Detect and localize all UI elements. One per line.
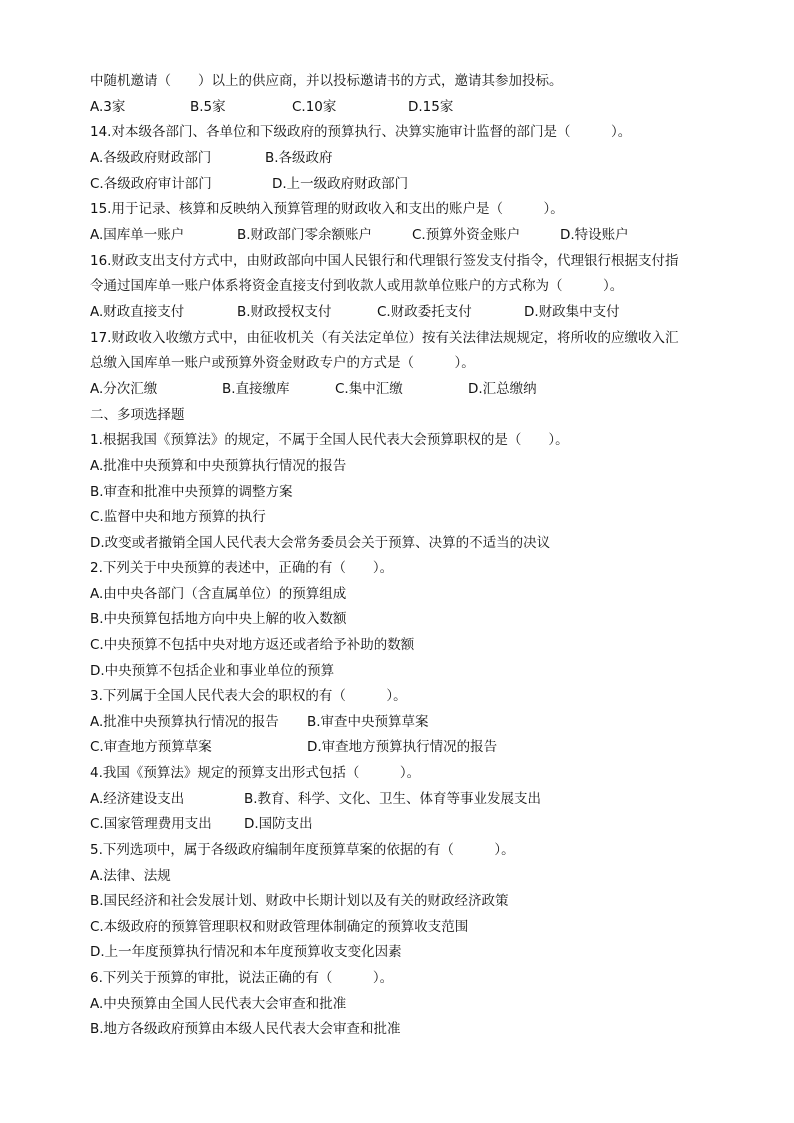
mc-question-6-option-a: A.中央预算由全国人民代表大会审查和批准 (90, 996, 347, 1012)
mc-question-2-option-b: B.中央预算包括地方向中央上解的收入数额 (90, 611, 347, 627)
mc-question-5: 5.下列选项中，属于各级政府编制年度预算草案的依据的有（ ）。 (90, 842, 515, 858)
option-d: D.汇总缴纳 (468, 381, 537, 397)
mc-question-1-option-a: A.批准中央预算和中央预算执行情况的报告 (90, 458, 347, 474)
option-a: A.国库单一账户 (90, 227, 185, 243)
question-13-options (90, 97, 730, 117)
option-a: A.分次汇缴 (90, 381, 158, 397)
mc-question-4: 4.我国《预算法》规定的预算支出形式包括（ ）。 (90, 765, 421, 781)
question-17-line1: 17.财政收入收缴方式中，由征收机关（有关法定单位）按有关法律法规规定，将所收的应缴收入汇 (90, 330, 679, 346)
mc-question-2-option-d: D.中央预算不包括企业和事业单位的预算 (90, 663, 335, 679)
option-d: D.上一级政府财政部门 (272, 176, 409, 192)
option-d: D.审查地方预算执行情况的报告 (307, 739, 498, 755)
section-heading: 二、多项选择题 (90, 407, 185, 423)
mc-question-4-options-row2 (90, 814, 730, 834)
question-14: 14.对本级各部门、各单位和下级政府的预算执行、决算实施审计监督的部门是（ ）。 (90, 124, 632, 140)
mc-question-2-option-c: C.中央预算不包括中央对地方返还或者给予补助的数额 (90, 637, 415, 653)
option-b: B.财政授权支付 (237, 304, 332, 320)
mc-question-1: 1.根据我国《预算法》的规定，不属于全国人民代表大会预算职权的是（ ）。 (90, 432, 569, 448)
option-a: A.各级政府财政部门 (90, 150, 212, 166)
option-a: A.财政直接支付 (90, 304, 185, 320)
question-15: 15.用于记录、核算和反映纳入预算管理的财政收入和支出的账户是（ ）。 (90, 201, 564, 217)
option-b: B.各级政府 (265, 150, 333, 166)
question-16-line2: 令通过国库单一账户体系将资金直接支付到收款人或用款单位账户的方式称为（ ）。 (90, 278, 624, 294)
option-d: D.15家 (408, 99, 454, 115)
option-c: C.预算外资金账户 (412, 227, 521, 243)
mc-question-6: 6.下列关于预算的审批，说法正确的有（ ）。 (90, 970, 394, 986)
option-a: A.经济建设支出 (90, 791, 185, 807)
option-b: B.审查中央预算草案 (307, 714, 429, 730)
option-c: C.各级政府审计部门 (90, 176, 212, 192)
question-14-options-row1 (90, 148, 730, 168)
mc-question-1-option-c: C.监督中央和地方预算的执行 (90, 509, 266, 525)
mc-question-1-option-b: B.审查和批准中央预算的调整方案 (90, 484, 293, 500)
option-b: B.直接缴库 (222, 381, 290, 397)
option-c: C.财政委托支付 (377, 304, 472, 320)
mc-question-2-option-a: A.由中央各部门（含直属单位）的预算组成 (90, 586, 347, 602)
mc-question-1-option-d: D.改变或者撤销全国人民代表大会常务委员会关于预算、决算的不适当的决议 (90, 535, 551, 551)
question-15-options (90, 225, 730, 245)
question-16-line1: 16.财政支出支付方式中，由财政部向中国人民银行和代理银行签发支付指令，代理银行根据支付指 (90, 253, 679, 269)
option-b: B.教育、科学、文化、卫生、体育等事业发展支出 (244, 791, 542, 807)
mc-question-3-options-row1 (90, 712, 730, 732)
option-c: C.审查地方预算草案 (90, 739, 212, 755)
option-d: D.国防支出 (244, 816, 313, 832)
question-17-options (90, 379, 730, 399)
mc-question-6-option-b: B.地方各级政府预算由本级人民代表大会审查和批准 (90, 1021, 401, 1037)
mc-question-5-option-d: D.上一年度预算执行情况和本年度预算收支变化因素 (90, 944, 402, 960)
option-a: A.批准中央预算执行情况的报告 (90, 714, 279, 730)
mc-question-5-option-a: A.法律、法规 (90, 868, 171, 884)
question-14-options-row2 (90, 174, 730, 194)
mc-question-4-options-row1 (90, 789, 730, 809)
option-c: C.10家 (292, 99, 337, 115)
mc-question-3: 3.下列属于全国人民代表大会的职权的有（ ）。 (90, 688, 407, 704)
question-17-line2: 总缴入国库单一账户或预算外资金财政专户的方式是（ ）。 (90, 355, 475, 371)
question-16-options (90, 302, 730, 322)
mc-question-5-option-b: B.国民经济和社会发展计划、财政中长期计划以及有关的财政经济政策 (90, 893, 509, 909)
option-c: C.国家管理费用支出 (90, 816, 212, 832)
option-b: B.财政部门零余额账户 (237, 227, 373, 243)
option-a: A.3家 (90, 99, 126, 115)
mc-question-3-options-row2 (90, 737, 730, 757)
option-c: C.集中汇缴 (335, 381, 403, 397)
question-13-continuation: 中随机邀请（ ）以上的供应商，并以投标邀请书的方式，邀请其参加投标。 (90, 73, 563, 89)
option-d: D.财政集中支付 (524, 304, 620, 320)
option-d: D.特设账户 (560, 227, 629, 243)
option-b: B.5家 (190, 99, 226, 115)
mc-question-2: 2.下列关于中央预算的表述中，正确的有（ ）。 (90, 560, 394, 576)
mc-question-5-option-c: C.本级政府的预算管理职权和财政管理体制确定的预算收支范围 (90, 919, 469, 935)
